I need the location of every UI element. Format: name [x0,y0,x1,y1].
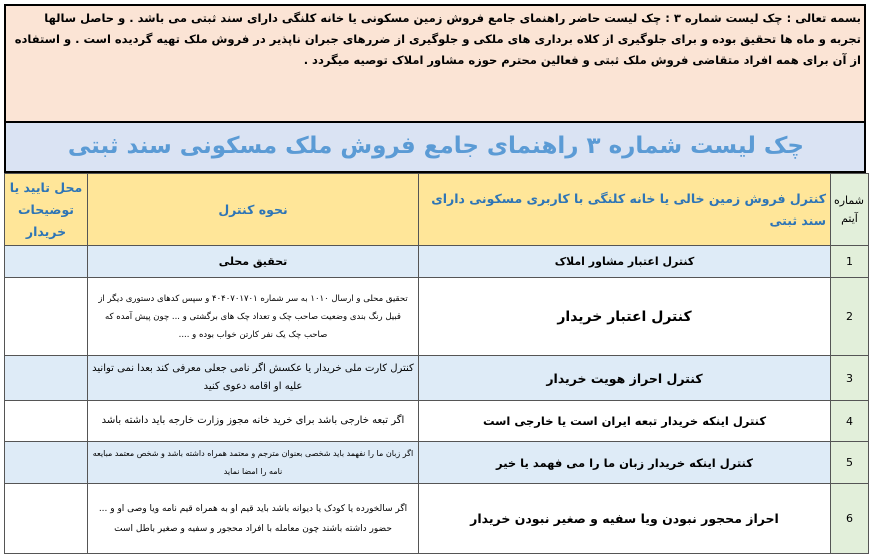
table-row [5,401,869,442]
method-cell: اگر سالخورده یا کودک یا دیوانه باشد باید قیم او به همراه قیم نامه ویا وصی او و ... حضور داشته باشند چون معامله با افراد محجور و سفیه و صغیر باطل است [88,484,419,554]
buyer-cell[interactable] [5,401,88,442]
method-cell: اگر زبان ما را نفهمد باید شخصی بعنوان مترجم و معتمد همراه داشته باشد و شخص معتمد مبایعه نامه را امضا نماید [88,442,419,484]
buyer-cell[interactable] [5,484,88,554]
header-row [5,174,869,246]
item-number: 2 [831,278,869,356]
page-title: چک لیست شماره ۳ راهنمای جامع فروش ملک مسکونی سند ثبتی [4,122,866,173]
header-buyer: محل تایید یا توضیحات خریدار [5,174,88,246]
control-cell: احراز محجور نبودن ویا سفیه و صغیر نبودن خریدار [419,484,831,554]
control-cell: کنترل اعتبار خریدار [419,278,831,356]
intro-note: بسمه تعالی : چک لیست شماره ۳ : چک لیست حاضر راهنمای جامع فروش زمین مسکونی یا خانه کلنگی دارای سند ثبتی می باشد . و حاصل سالها تجربه و ماه ها تحقیق بوده و برای جلوگیری از کلاه برداری های ملکی و جلوگیری از ضررهای جبران ناپذیر در فروش ملک تهیه گردیده است . و استفاده از آن برای همه افراد متقاضی فروش ملک ثبتی و فعالین محترم حوزه مشاور املاک توصیه میگردد . [4,4,866,122]
control-cell: کنترل اینکه خریدار زبان ما را می فهمد یا خیر [419,442,831,484]
table-row [5,278,869,356]
control-cell: کنترل احراز هویت خریدار [419,356,831,401]
buyer-cell[interactable] [5,356,88,401]
item-number: 3 [831,356,869,401]
item-number: 6 [831,484,869,554]
buyer-cell[interactable] [5,278,88,356]
method-cell: تحقیق محلی و ارسال ۱۰۱۰ به سر شماره ۴۰۴۰۷۰۱۷۰۱ و سپس کدهای دستوری دیگر از قبیل رنگ بندی وضعیت صاحب چک و تعداد چک های برگشتی و ... چون پیش آمده که صاحب چک یک نفر کارتن خواب بوده و .... [88,278,419,356]
method-cell: کنترل کارت ملی خریدار یا عکسش اگر نامی جعلی معرفی کند بعدا نمی توانید علیه او اقامه دعوی کنید [88,356,419,401]
header-method: نحوه کنترل [88,174,419,246]
buyer-cell[interactable] [5,246,88,278]
item-number: 5 [831,442,869,484]
header-item-number: شماره آیتم [831,174,869,246]
method-cell: اگر تبعه خارجی باشد برای خرید خانه مجوز وزارت خارجه باید داشته باشد [88,401,419,442]
method-cell: تحقیق محلی [88,246,419,278]
item-number: 1 [831,246,869,278]
header-control: کنترل فروش زمین خالی یا خانه کلنگی با کاربری مسکونی دارای سند ثبتی [419,174,831,246]
item-number: 4 [831,401,869,442]
buyer-cell[interactable] [5,442,88,484]
table-row [5,356,869,401]
table-row [5,484,869,554]
table-row [5,246,869,278]
control-cell: کنترل اعتبار مشاور املاک [419,246,831,278]
checklist-table [4,173,869,554]
table-row [5,442,869,484]
control-cell: کنترل اینکه خریدار تبعه ایران است یا خارجی است [419,401,831,442]
